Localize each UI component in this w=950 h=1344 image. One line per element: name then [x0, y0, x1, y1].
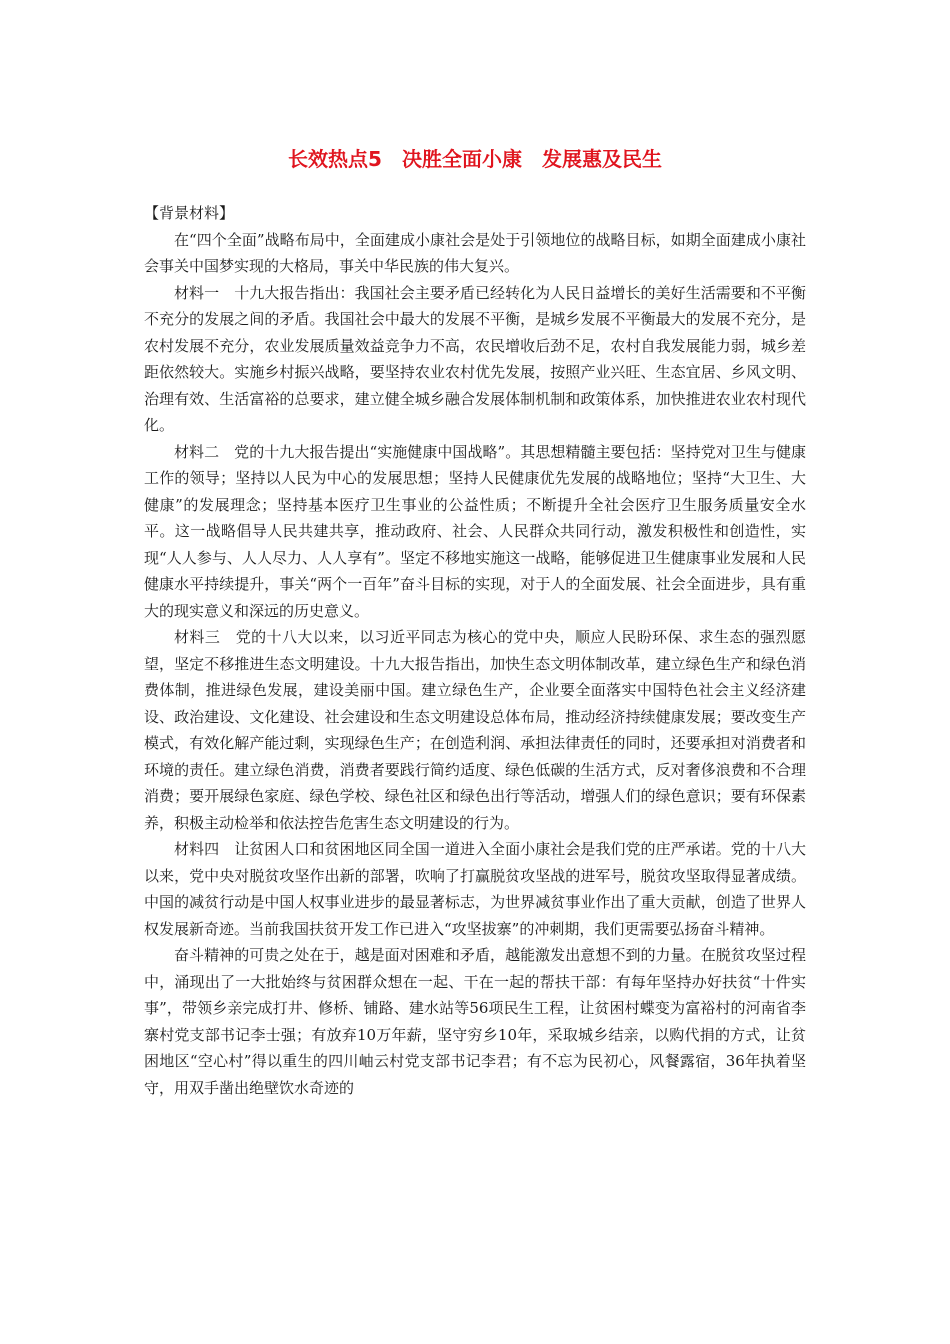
paragraph-struggle-spirit: 奋斗精神的可贵之处在于，越是面对困难和矛盾，越能激发出意想不到的力量。在脱贫攻坚过程中，涌现出了一大批始终与贫困群众想在一起、干在一起的帮扶干部：有每年坚持办好扶贫“十件实事”，带领乡亲完成打井、修桥、铺路、建水站等56项民生工程，让贫困村蝶变为富裕村的河南省李寨村党支部书记李士强；有放弃10万年薪，坚守穷乡10年，采取城乡结亲，以购代捐的方式，让贫困地区“空心村”得以重生的四川岫云村党支部书记李君；有不忘为民初心，风餐露宿，36年执着坚守，用双手凿出绝壁饮水奇迹的 [144, 946, 806, 1097]
document-body [144, 200, 806, 1101]
section-label: 【背景材料】 [144, 204, 235, 222]
paragraph-intro: 在“四个全面”战略布局中，全面建成小康社会是处于引领地位的战略目标，如期全面建成小康社会事关中国梦实现的大格局，事关中华民族的伟大复兴。 [144, 230, 806, 275]
paragraph-material-3: 材料三 党的十八大以来，以习近平同志为核心的党中央，顺应人民盼环保、求生态的强烈愿望，坚定不移推进生态文明建设。十九大报告指出，加快生态文明体制改革，建立绿色生产和绿色消费体制，推进绿色发展，建设美丽中国。建立绿色生产，企业要全面落实中国特色社会主义经济建设、政治建设、文化建设、社会建设和生态文明建设总体布局，推动经济持续健康发展；要改变生产模式，有效化解产能过剩，实现绿色生产；在创造利润、承担法律责任的同时，还要承担对消费者和环境的责任。建立绿色消费，消费者要践行简约适度、绿色低碳的生活方式，反对奢侈浪费和不合理消费；要开展绿色家庭、绿色学校、绿色社区和绿色出行等活动，增强人们的绿色意识；要有环保素养，积极主动检举和依法控告危害生态文明建设的行为。 [144, 628, 806, 832]
paragraph-material-4: 材料四 让贫困人口和贫困地区同全国一道进入全面小康社会是我们党的庄严承诺。党的十八大以来，党中央对脱贫攻坚作出新的部署，吹响了打赢脱贫攻坚战的进军号，脱贫攻坚取得显著成绩。中国的减贫行动是中国人权事业进步的最显著标志，为世界减贫事业作出了重大贡献，创造了世界人权发展新奇迹。当前我国扶贫开发工作已进入“攻坚拔寨”的冲刺期，我们更需要弘扬奋斗精神。 [144, 840, 806, 938]
document-title: 长效热点5 决胜全面小康 发展惠及民生 [288, 147, 662, 171]
paragraph-material-2: 材料二 党的十九大报告提出“实施健康中国战略”。其思想精髓主要包括：坚持党对卫生与健康工作的领导；坚持以人民为中心的发展思想；坚持人民健康优先发展的战略地位；坚持“大卫生、大健康”的发展理念；坚持基本医疗卫生事业的公益性质；不断提升全社会医疗卫生服务质量安全水平。这一战略倡导人民共建共享，推动政府、社会、人民群众共同行动，激发积极性和创造性，实现“人人参与、人人尽力、人人享有”。坚定不移地实施这一战略，能够促进卫生健康事业发展和人民健康水平持续提升，事关“两个一百年”奋斗目标的实现，对于人的全面发展、社会全面进步，具有重大的现实意义和深远的历史意义。 [144, 442, 806, 620]
paragraph-material-1: 材料一 十九大报告指出：我国社会主要矛盾已经转化为人民日益增长的美好生活需要和不平衡不充分的发展之间的矛盾。我国社会中最大的发展不平衡，是城乡发展不平衡最大的发展不充分，是农村发展不充分，农业发展质量效益竞争力不高，农民增收后劲不足，农村自我发展能力弱，城乡差距依然较大。实施乡村振兴战略，要坚持农业农村优先发展，按照产业兴旺、生态宜居、乡风文明、治理有效、生活富裕的总要求，建立健全城乡融合发展体制机制和政策体系，加快推进农业农村现代化。 [144, 283, 806, 434]
